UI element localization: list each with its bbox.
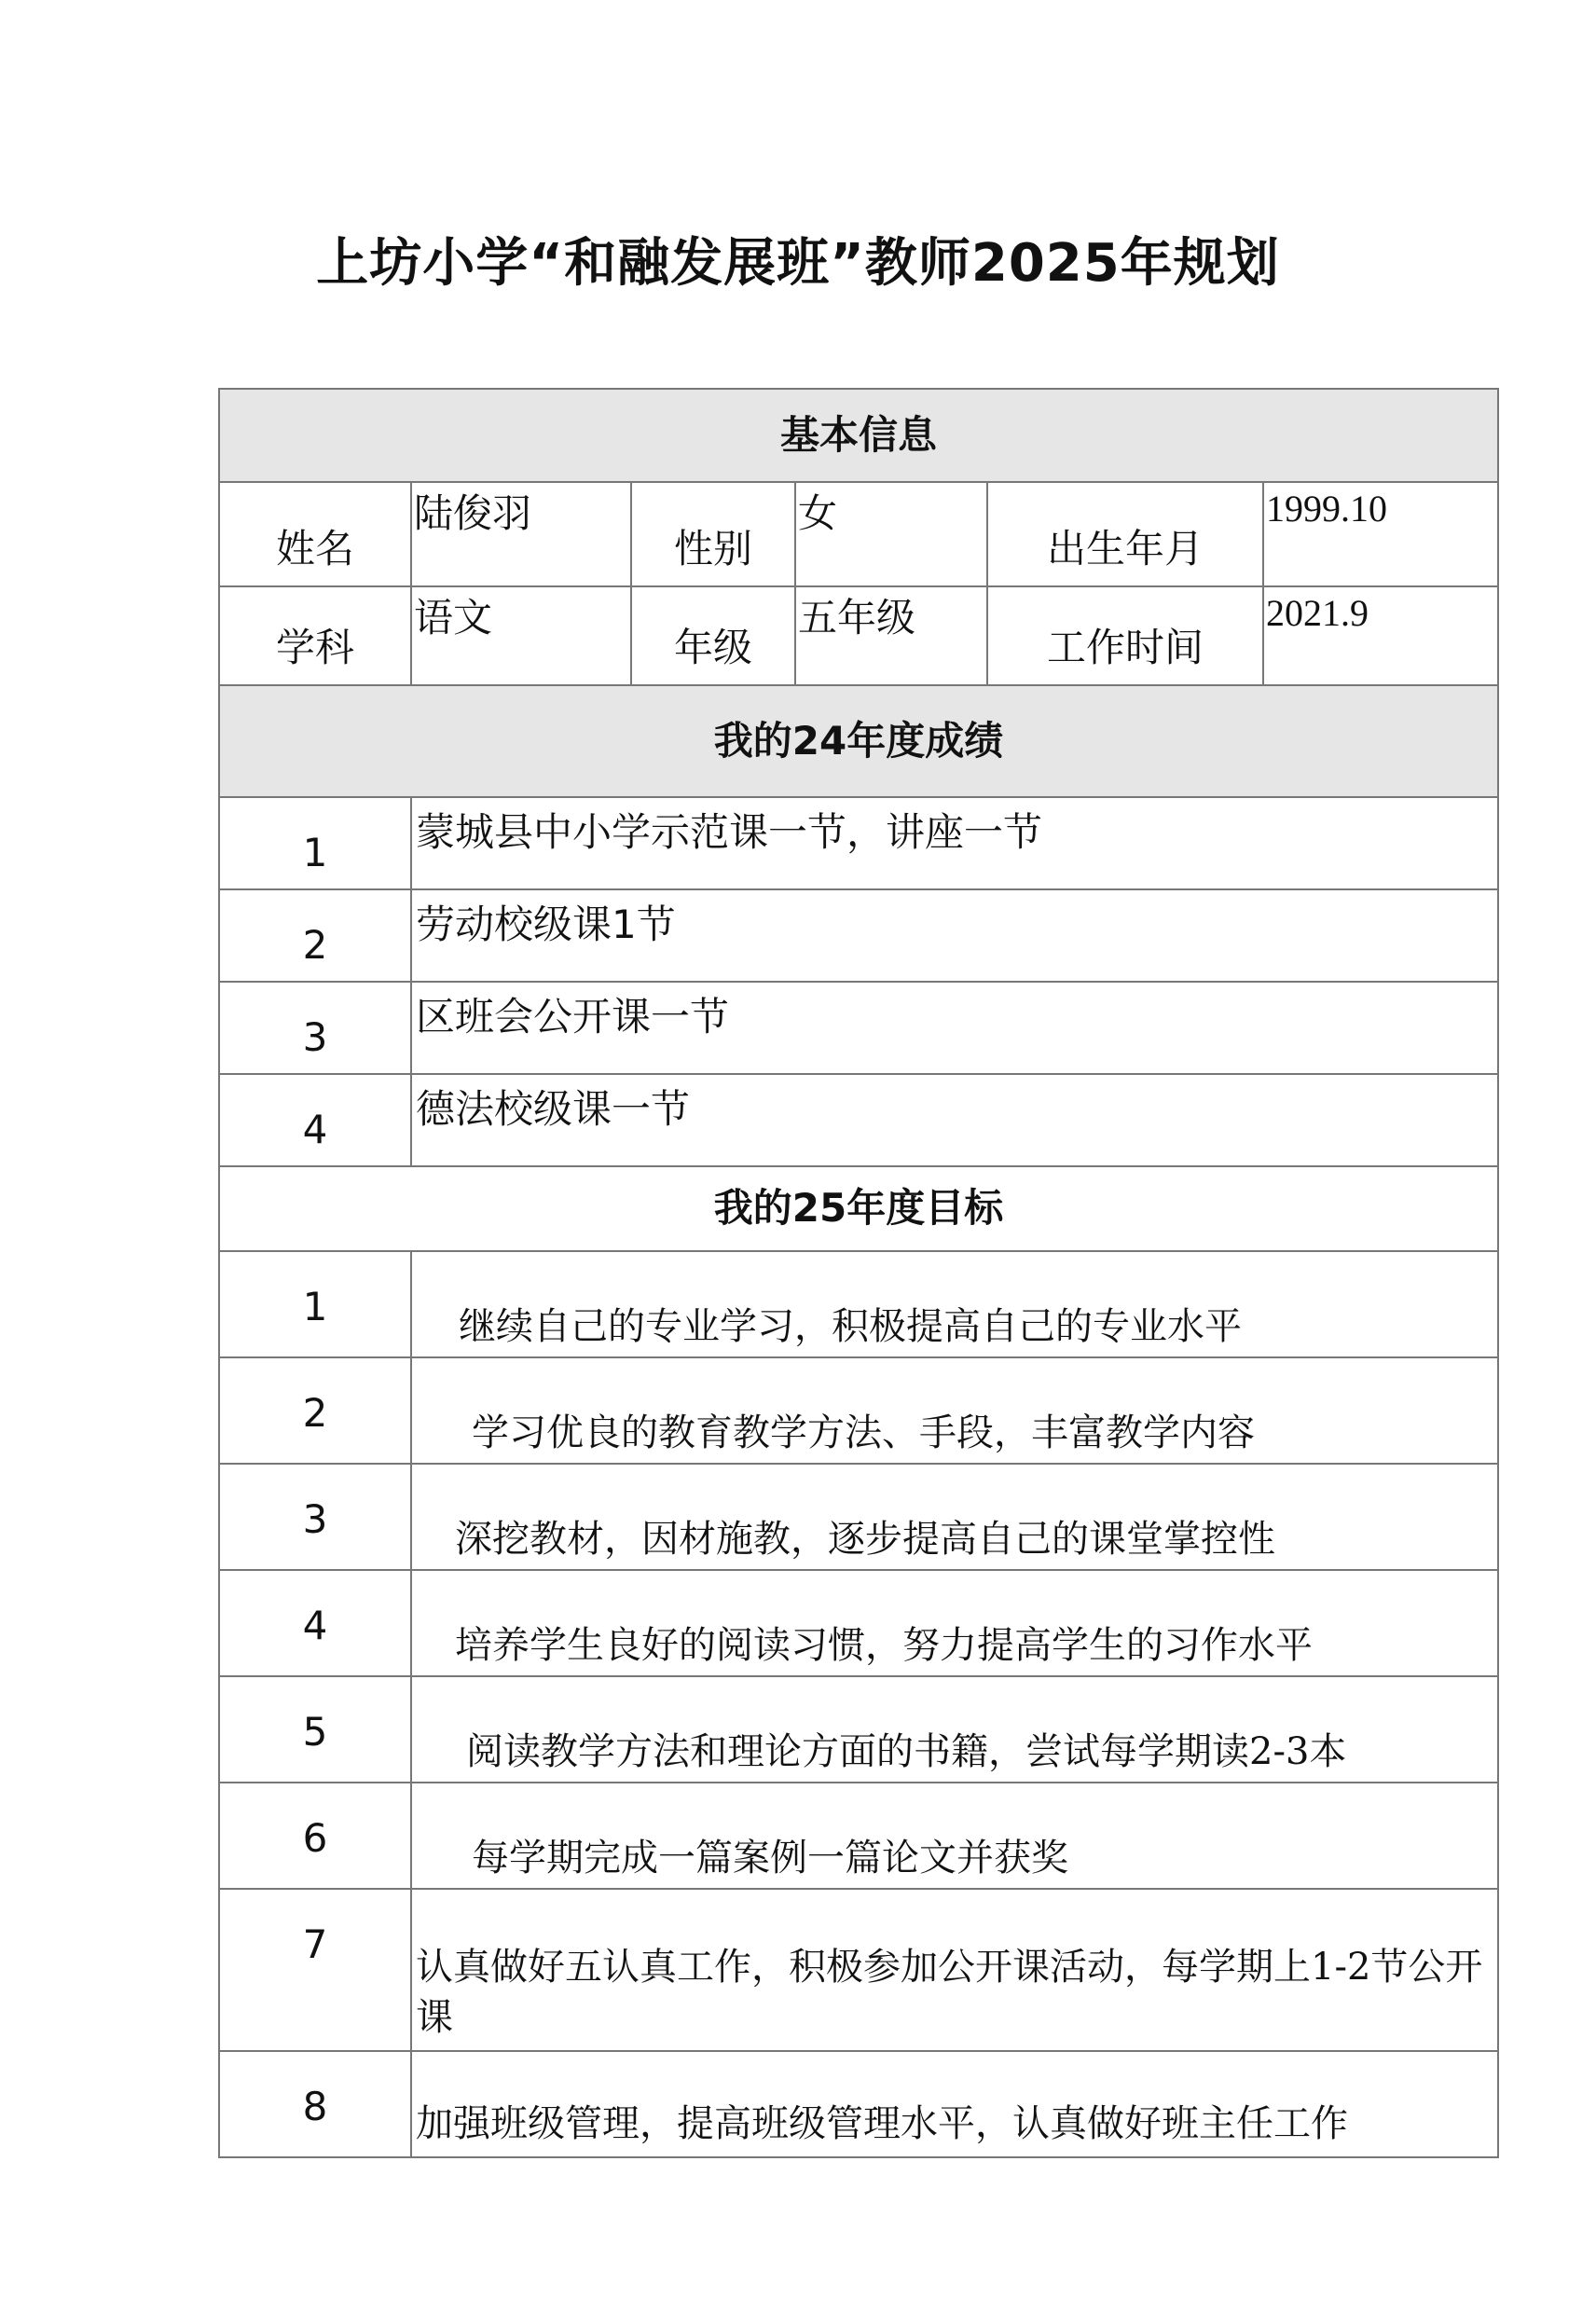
- goal-row: [219, 1783, 1498, 1889]
- basic-info-header-row: [219, 389, 1498, 482]
- work-label: 工作时间: [987, 586, 1263, 685]
- goal-text: 每学期完成一篇案例一篇论文并获奖: [411, 1783, 1498, 1889]
- goal-number: 8: [219, 2051, 411, 2157]
- gender-value: 女: [795, 482, 987, 586]
- goal-text: 深挖教材，因材施教，逐步提高自己的课堂掌控性: [411, 1464, 1498, 1570]
- subject-label: 学科: [219, 586, 411, 685]
- goal-number: 1: [219, 1251, 411, 1357]
- achievement-number: 3: [219, 982, 411, 1074]
- goal-text: 阅读教学方法和理论方面的书籍，尝试每学期读2-3本: [411, 1676, 1498, 1783]
- plan-table: [218, 388, 1499, 2158]
- achievement-row: [219, 1074, 1498, 1166]
- goal-row: [219, 1357, 1498, 1464]
- goal-number: 7: [219, 1889, 411, 2051]
- goal-text: 认真做好五认真工作，积极参加公开课活动，每学期上1-2节公开课: [411, 1889, 1498, 2051]
- goal-row: [219, 1889, 1498, 2051]
- goal-number: 2: [219, 1357, 411, 1464]
- achievement-text: 区班会公开课一节: [411, 982, 1498, 1074]
- goal-text: 学习优良的教育教学方法、手段，丰富教学内容: [411, 1357, 1498, 1464]
- achievement-row: [219, 797, 1498, 889]
- basic-info-row-2: [219, 586, 1498, 685]
- goal-row: [219, 1464, 1498, 1570]
- birth-value: 1999.10: [1263, 482, 1498, 586]
- goal-number: 4: [219, 1570, 411, 1676]
- goal-row: [219, 1676, 1498, 1783]
- goal-row: [219, 1251, 1498, 1357]
- goals-header: 我的25年度目标: [219, 1166, 1498, 1251]
- basic-info-header: 基本信息: [219, 389, 1498, 482]
- achievement-text: 蒙城县中小学示范课一节，讲座一节: [411, 797, 1498, 889]
- goal-number: 5: [219, 1676, 411, 1783]
- achievement-row: [219, 982, 1498, 1074]
- name-label: 姓名: [219, 482, 411, 586]
- goal-text: 继续自己的专业学习，积极提高自己的专业水平: [411, 1251, 1498, 1357]
- basic-info-row-1: [219, 482, 1498, 586]
- goal-text: 加强班级管理，提高班级管理水平，认真做好班主任工作: [411, 2051, 1498, 2157]
- achievement-row: [219, 889, 1498, 982]
- achievement-number: 1: [219, 797, 411, 889]
- page-title: 上坊小学“和融发展班”教师2025年规划: [316, 233, 1280, 294]
- goal-number: 6: [219, 1783, 411, 1889]
- work-value: 2021.9: [1263, 586, 1498, 685]
- achievement-text: 德法校级课一节: [411, 1074, 1498, 1166]
- achievement-text: 劳动校级课1节: [411, 889, 1498, 982]
- gender-label: 性别: [631, 482, 795, 586]
- grade-value: 五年级: [795, 586, 987, 685]
- achievement-number: 4: [219, 1074, 411, 1166]
- achievements-header-row: [219, 685, 1498, 797]
- achievement-number: 2: [219, 889, 411, 982]
- subject-value: 语文: [411, 586, 631, 685]
- goal-number: 3: [219, 1464, 411, 1570]
- goal-row: [219, 2051, 1498, 2157]
- grade-label: 年级: [631, 586, 795, 685]
- goals-header-row: [219, 1166, 1498, 1251]
- name-value: 陆俊羽: [411, 482, 631, 586]
- goal-row: [219, 1570, 1498, 1676]
- birth-label: 出生年月: [987, 482, 1263, 586]
- goal-text: 培养学生良好的阅读习惯，努力提高学生的习作水平: [411, 1570, 1498, 1676]
- achievements-header: 我的24年度成绩: [219, 685, 1498, 797]
